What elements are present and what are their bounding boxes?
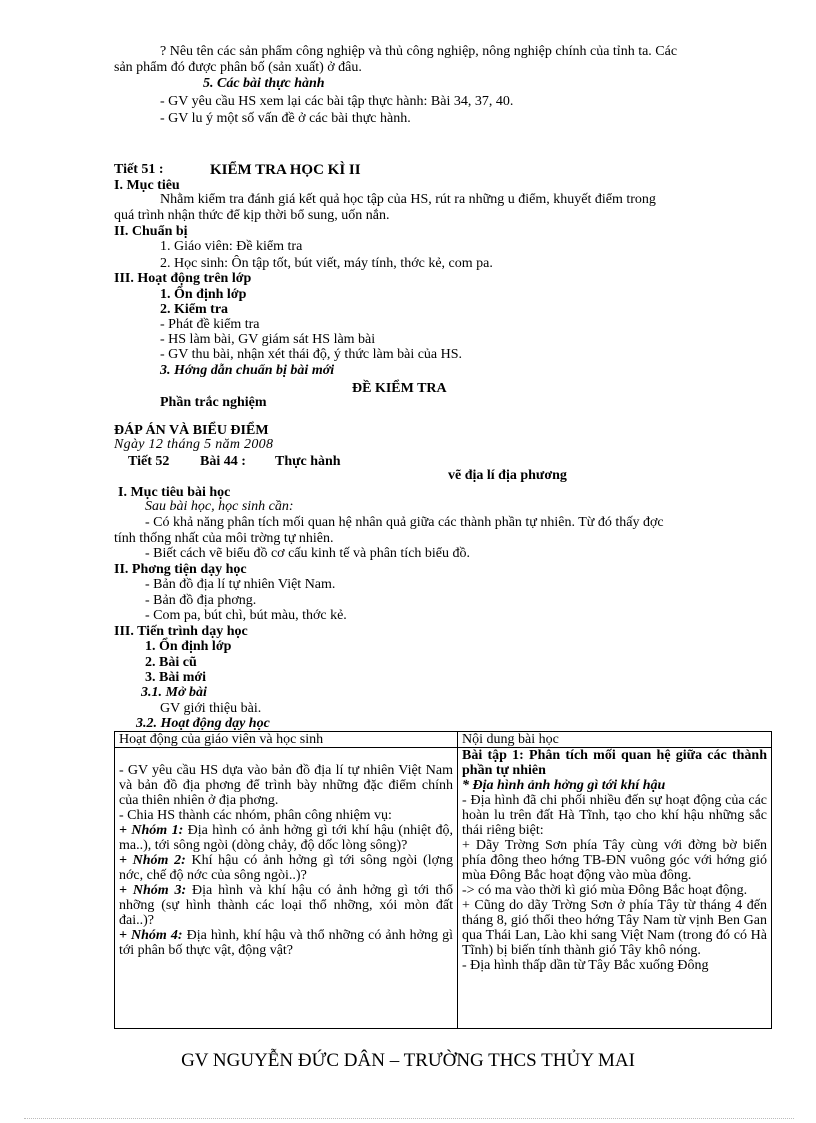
- question-line-1: ? Nêu tên các sản phẩm công nghiệp và thủ công nghiệp, nông nghiệp chính của tỉnh ta. Các: [160, 44, 678, 59]
- objective-line: tính thống nhất của môi trờng tự nhiên.: [114, 531, 334, 546]
- table-row: [115, 748, 772, 1029]
- group-label: + Nhóm 4:: [119, 928, 183, 943]
- lesson-number: Bài 44 :: [200, 454, 246, 469]
- material-item: - Bản đồ địa phơng.: [145, 593, 257, 608]
- lesson-type: Thực hành: [275, 454, 341, 469]
- prep-item: 2. Học sinh: Ôn tập tốt, bút viết, máy tính, thớc kẻ, com pa.: [160, 256, 493, 271]
- practice-item: - GV lu ý một số vấn đề ở các bài thực hành.: [160, 111, 411, 126]
- date-line: Ngày 12 tháng 5 năm 2008: [114, 437, 274, 452]
- col-header-activities: Hoạt động của giáo viên và học sinh: [115, 732, 458, 748]
- objective-intro: Sau bài học, học sinh cần:: [145, 499, 294, 514]
- group-label: + Nhóm 1:: [119, 823, 184, 838]
- activity-paragraph: - GV yêu cầu HS dựa vào bản đồ địa lí tự nhiên Việt Nam và bản đồ địa phơng để trình bày những đặc điểm chính của thiên nhiên ở địa phơng.: [119, 763, 453, 808]
- objective-line-1: Nhằm kiểm tra đánh giá kết quả học tập của HS, rút ra những u điểm, khuyết điểm trong: [160, 192, 656, 207]
- section-heading: II. Phơng tiện dạy học: [114, 562, 247, 577]
- content-paragraph: + Dãy Trờng Sơn phía Tây cùng với đờng bờ biển phía đông theo hớng TB-ĐN vuông góc với hớng gió mùa Đông Bắc hoạt động vào mùa đông.: [462, 838, 767, 883]
- group-text: Địa hình, khí hậu và thổ nhỡng có ảnh hởng gì tới phân bố thực vật, động vật?: [119, 928, 453, 958]
- content-paragraph: - Địa hình thấp dần từ Tây Bắc xuống Đông: [462, 958, 709, 973]
- practice-item: - GV yêu cầu HS xem lại các bài tập thực hành: Bài 34, 37, 40.: [160, 94, 514, 109]
- activity-table: [114, 731, 772, 1029]
- page-footer: GV NGUYỄN ĐỨC DÂN – TRƯỜNG THCS THỦY MAI: [181, 1050, 635, 1071]
- activity-item: 3. Hớng dẫn chuẩn bị bài mới: [160, 363, 335, 378]
- content-cell: [458, 748, 772, 1029]
- activity-item: 1. Ổn định lớp: [160, 287, 247, 302]
- lesson-52-label: Tiết 52: [128, 454, 170, 469]
- process-subheading: 3.2. Hoạt động dạy học: [136, 716, 270, 731]
- process-item: 1. Ổn định lớp: [145, 639, 232, 654]
- lesson-subtitle: vẽ địa lí địa phương: [448, 468, 567, 483]
- table-header-row: [115, 732, 772, 748]
- lesson-51-label: Tiết 51 :: [114, 162, 164, 177]
- material-item: - Com pa, bút chì, bút màu, thớc kẻ.: [145, 608, 347, 623]
- exercise-subtitle: * Địa hình ảnh hởng gì tới khí hậu: [462, 778, 666, 793]
- process-subheading: 3.1. Mở bài: [141, 685, 207, 700]
- section-heading: I. Mục tiêu bài học: [118, 485, 231, 500]
- intro-text: GV giới thiệu bài.: [160, 701, 262, 716]
- lesson-51-title: KIỂM TRA HỌC KÌ II: [210, 162, 361, 178]
- page-edge-divider: [24, 1118, 794, 1119]
- exercise-title: Bài tập 1: Phân tích mối quan hệ giữa các thành phần tự nhiên: [462, 748, 767, 778]
- section-heading: III. Hoạt động trên lớp: [114, 271, 252, 286]
- col-header-content: Nội dung bài học: [458, 732, 772, 748]
- objective-line-2: quá trình nhận thức để kịp thời bổ sung, uốn nắn.: [114, 208, 390, 223]
- content-paragraph: + Cũng do dãy Trờng Sơn ở phía Tây từ tháng 4 đến tháng 8, gió thổi theo hớng Tây Nam từ vịnh Ben Gan qua Thái Lan, Lào khi sang Việt Nam (trong đó có Hà Tĩnh) bị biến tính thành gió Tây khô nóng.: [462, 898, 767, 958]
- section-heading: II. Chuẩn bị: [114, 224, 188, 239]
- prep-item: 1. Giáo viên: Đề kiểm tra: [160, 239, 303, 254]
- group-task: [119, 823, 453, 853]
- process-item: 3. Bài mới: [145, 670, 207, 685]
- activity-item: 2. Kiểm tra: [160, 302, 229, 317]
- group-label: + Nhóm 3:: [119, 883, 187, 898]
- content-paragraph: - Địa hình đã chi phối nhiều đến sự hoạt động của các hoàn lu trên đất Hà Tĩnh, tạo cho khí hậu những sắc thái riêng biệt:: [462, 793, 767, 838]
- activities-cell: [115, 748, 458, 1029]
- section-heading: III. Tiến trình dạy học: [114, 624, 248, 639]
- section-heading: I. Mục tiêu: [114, 178, 180, 193]
- group-task: [119, 928, 453, 958]
- question-line-2: sản phẩm đó được phân bố (sản xuất) ở đâu.: [114, 60, 362, 75]
- objective-line: - Biết cách vẽ biểu đồ cơ cấu kinh tế và phân tích biểu đồ.: [145, 546, 471, 561]
- objective-line: - Có khả năng phân tích mối quan hệ nhân quả giữa các thành phần tự nhiên. Từ đó thấy đợc: [145, 515, 664, 530]
- multiple-choice-heading: Phần trắc nghiệm: [160, 395, 267, 410]
- activity-paragraph: - Chia HS thành các nhóm, phân công nhiệm vụ:: [119, 808, 392, 823]
- answer-key-heading: ĐÁP ÁN VÀ BIỂU ĐIỂM: [114, 423, 269, 438]
- activity-dash: - Phát đề kiểm tra: [160, 317, 260, 332]
- practice-heading: 5. Các bài thực hành: [203, 76, 325, 91]
- group-text: Khí hậu có ảnh hởng gì tới sông ngòi (lợng nớc, chế độ nớc của sông ngòi..)?: [119, 853, 453, 883]
- group-text: Địa hình và khí hậu có ảnh hởng gì tới thổ nhỡng (sự hình thành các loại thổ nhỡng, xói mòn đất đai..)?: [119, 883, 453, 928]
- activity-dash: - HS làm bài, GV giám sát HS làm bài: [160, 332, 376, 347]
- exam-title: ĐỀ KIỂM TRA: [352, 381, 447, 396]
- group-task: [119, 883, 453, 928]
- group-label: + Nhóm 2:: [119, 853, 186, 868]
- activity-dash: - GV thu bài, nhận xét thái độ, ý thức làm bài của HS.: [160, 347, 463, 362]
- group-task: [119, 853, 453, 883]
- material-item: - Bản đồ địa lí tự nhiên Việt Nam.: [145, 577, 336, 592]
- group-text: Địa hình có ảnh hởng gì tới khí hậu (nhiệt độ, ma..), tới sông ngòi (dòng chảy, độ dốc lòng sông)?: [119, 823, 453, 853]
- content-paragraph: -> có ma vào thời kì gió mùa Đông Bắc hoạt động.: [462, 883, 748, 898]
- process-item: 2. Bài cũ: [145, 655, 197, 670]
